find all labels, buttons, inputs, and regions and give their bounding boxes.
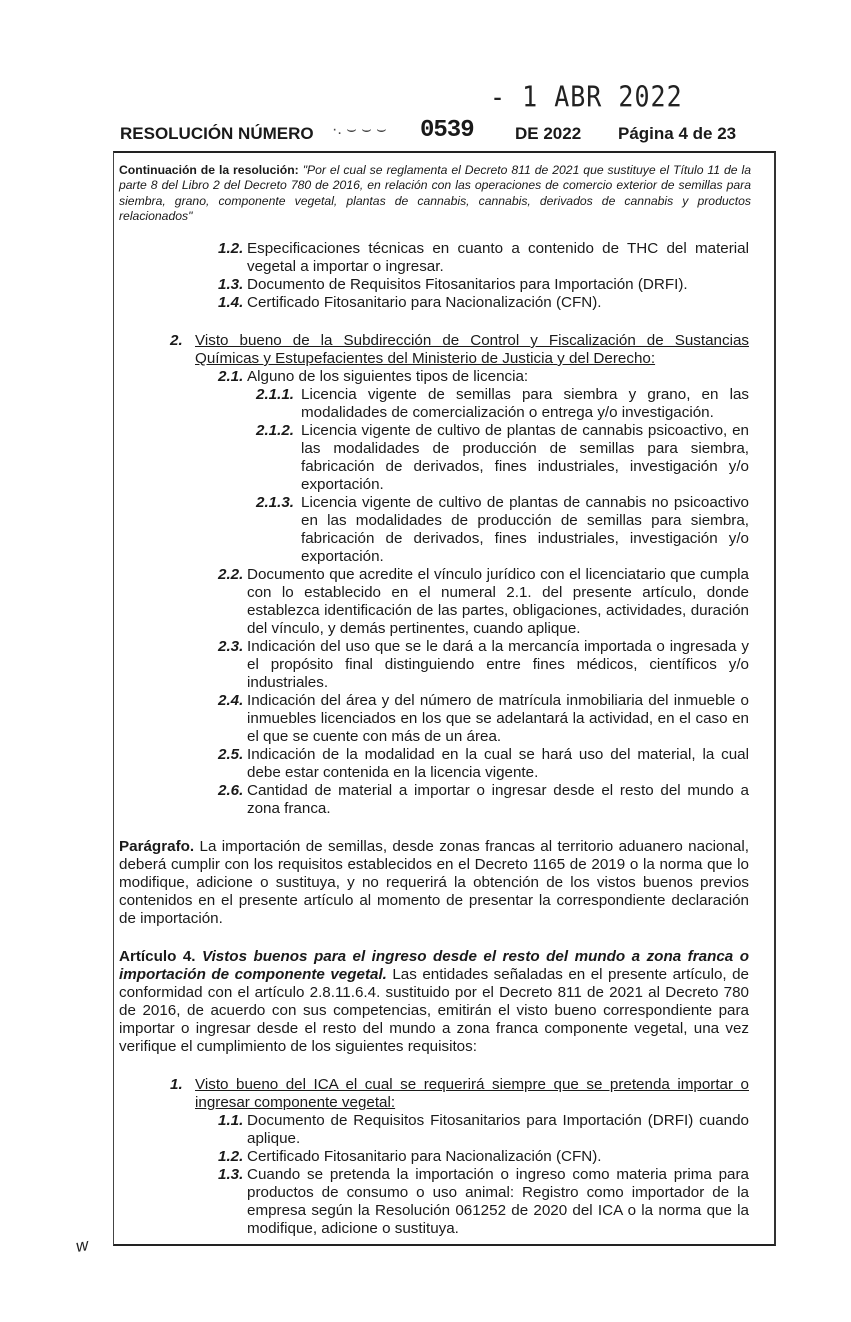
resolution-label: RESOLUCIÓN NÚMERO	[120, 124, 314, 143]
item-text: Certificado Fitosanitario para Nacionalización (CFN).	[247, 294, 602, 311]
articulo-text: Las entidades señaladas en el presente artículo, de conformidad con el artículo 2.8.11.6.4. sustituido por el Decreto 811 de 2021 al Decreto 780 de 2016, de acuerdo con sus competencias, emitirán el visto bueno correspondiente para importar o ingresar desde el resto del mundo a zona franca componente vegetal, una vez verifique el cumplimiento de los siguientes requisitos:	[119, 966, 749, 1055]
list-item	[218, 638, 749, 692]
item-text: Licencia vigente de cultivo de plantas de cannabis psicoactivo, en las modalidades de producción de semillas para siembra, fabricación de derivados, fines industriales, investigación y/o exportación.	[301, 422, 749, 493]
list-item	[218, 240, 749, 276]
item-text: Certificado Fitosanitario para Nacionalización (CFN).	[247, 1148, 602, 1165]
list-item	[218, 1166, 749, 1238]
paragrafo-label: Parágrafo.	[119, 838, 195, 855]
list-item	[218, 782, 749, 818]
item-number: 2.1.3.	[256, 494, 294, 511]
item-text: Especificaciones técnicas en cuanto a contenido de THC del material vegetal a importar o ingresar.	[247, 240, 749, 275]
articulo-4	[119, 948, 749, 1056]
section-number: 2.	[170, 332, 183, 349]
section-heading	[170, 332, 749, 368]
section-title: Visto bueno del ICA el cual se requerirá siempre que se pretenda importar o ingresar componente vegetal:	[195, 1076, 749, 1111]
item-number: 2.1.2.	[256, 422, 294, 439]
list-item	[218, 746, 749, 782]
item-text: Documento de Requisitos Fitosanitarios para Importación (DRFI).	[247, 276, 688, 293]
item-number: 2.6.	[218, 782, 244, 799]
item-number: 2.5.	[218, 746, 244, 763]
list-item	[218, 368, 749, 386]
document-body	[0, 240, 851, 1238]
page-number: Página 4 de 23	[618, 124, 737, 143]
continuation-label: Continuación de la resolución:	[119, 163, 299, 177]
list-item	[218, 294, 749, 312]
item-number: 2.1.	[218, 368, 244, 385]
sub-list-item	[256, 386, 749, 422]
item-text: Cuando se pretenda la importación o ingreso como materia prima para productos de consumo o uso animal: Registro como importador de la empresa según la Resolución 061252 de 2020 del ICA o la norma que la modifique, adicione o sustituya.	[247, 1166, 749, 1237]
item-number: 1.1.	[218, 1112, 244, 1129]
item-text: Licencia vigente de cultivo de plantas de cannabis no psicoactivo en las modalidades de producción de semillas para siembra, fabricación de derivados, fines industriales, investigación y/o exportación.	[301, 494, 749, 565]
item-number: 1.3.	[218, 276, 244, 293]
list-item	[218, 276, 749, 294]
paragrafo-text: La importación de semillas, desde zonas francas al territorio aduanero nacional, deberá cumplir con los requisitos establecidos en el Decreto 1165 de 2019 o la norma que lo modifique, adicione o sustituya, y no requerirá la obtención de los vistos buenos previos contenidos en el presente artículo al momento de presentar la correspondiente declaración de importación.	[119, 838, 749, 927]
item-number: 2.3.	[218, 638, 244, 655]
sub-list-item	[256, 422, 749, 494]
resolution-header	[120, 119, 760, 149]
item-number: 2.4.	[218, 692, 244, 709]
section-number: 1.	[170, 1076, 183, 1093]
sub-list-item	[256, 494, 749, 566]
list-item	[218, 566, 749, 638]
item-number: 1.3.	[218, 1166, 244, 1183]
list-item	[218, 692, 749, 746]
item-text: Indicación del uso que se le dará a la mercancía importada o ingresada y el propósito final distinguiendo entre fines médicos, científicos y/o industriales.	[247, 638, 749, 691]
list-item	[218, 1148, 749, 1166]
item-text: Documento de Requisitos Fitosanitarios para Importación (DRFI) cuando aplique.	[247, 1112, 749, 1147]
item-number: 2.2.	[218, 566, 244, 583]
continuation-note	[119, 163, 751, 224]
resolution-year: DE 2022	[515, 124, 582, 143]
item-text: Indicación de la modalidad en la cual se hará uso del material, la cual debe estar contenida en la licencia vigente.	[247, 746, 749, 781]
section-heading	[170, 1076, 749, 1112]
item-number: 1.2.	[218, 240, 244, 257]
list-item	[218, 1112, 749, 1148]
handwritten-initials: ᴡ	[74, 1235, 90, 1256]
paragrafo	[119, 838, 749, 928]
item-number: 2.1.1.	[256, 386, 294, 403]
item-text: Licencia vigente de semillas para siembra y grano, en las modalidades de comercialización o entrega y/o investigación.	[301, 386, 749, 421]
item-text: Documento que acredite el vínculo jurídico con el licenciatario que cumpla con lo establecido en el numeral 2.1. del presente artículo, donde establezca identificación de las partes, obligaciones, actividades, duración del vínculo, y demás pertinentes, cuando aplique.	[247, 566, 749, 637]
item-number: 1.2.	[218, 1148, 244, 1165]
item-text: Indicación del área y del número de matrícula inmobiliaria del inmueble o inmuebles licenciados en los que se adelantará la actividad, en el caso en el que se cuente con más de un área.	[247, 692, 749, 745]
continuation-text: "Por el cual se reglamenta el Decreto 811 de 2021 que sustituye el Título 11 de la parte 8 del Libro 2 del Decreto 780 de 2016, en relación con las operaciones de comercio exterior de semillas para siembra, grano, componente vegetal, plantas de cannabis, cannabis, derivados de cannabis y productos relacionados"	[119, 163, 751, 223]
item-text: Alguno de los siguientes tipos de licencia:	[247, 368, 529, 385]
resolution-number: 0539	[420, 117, 474, 144]
item-number: 1.4.	[218, 294, 244, 311]
articulo-label: Artículo 4.	[119, 948, 196, 965]
stamp-date: - 1 ABR 2022	[490, 79, 683, 114]
item-text: Cantidad de material a importar o ingresar desde el resto del mundo a zona franca.	[247, 782, 749, 817]
section-title: Visto bueno de la Subdirección de Control y Fiscalización de Sustancias Químicas y Estupefacientes del Ministerio de Justicia y del Derecho:	[195, 332, 749, 367]
resolution-number-scribble: ·. ⌣ ⌣ ⌣	[332, 121, 387, 138]
articulo-title: Vistos buenos para el ingreso desde el resto del mundo a zona franca o importación de componente vegetal.	[119, 948, 749, 983]
